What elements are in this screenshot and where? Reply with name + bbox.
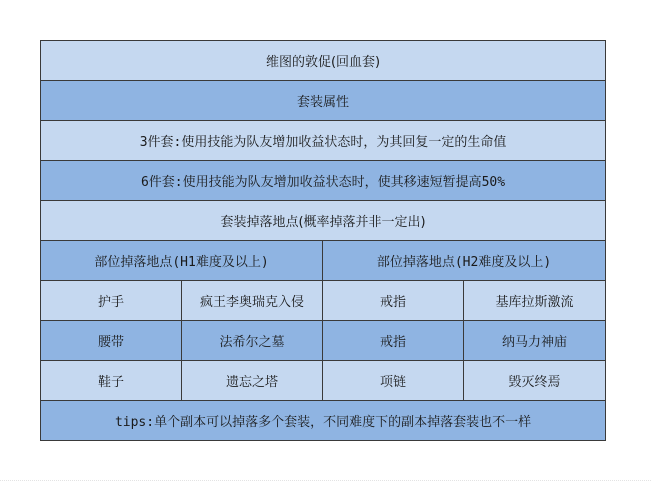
drop-header-row [41, 201, 606, 241]
h1-part-cell: 护手 [41, 281, 182, 321]
h2-part-cell: 戒指 [323, 321, 464, 361]
set-bonus-6: 6件套:使用技能为队友增加收益状态时，使其移速短暂提高50% [41, 161, 606, 201]
set-attr-header: 套装属性 [41, 81, 606, 121]
table-row [41, 321, 606, 361]
bonus-3-row [41, 121, 606, 161]
set-attr-header-row [41, 81, 606, 121]
tips-row [41, 401, 606, 441]
h2-part-cell: 戒指 [323, 281, 464, 321]
h2-location-cell: 毁灭终焉 [464, 361, 606, 401]
h2-location-cell: 纳马力神庙 [464, 321, 606, 361]
set-info-sheet [40, 40, 605, 441]
h1-location-cell: 疯王李奥瑞克入侵 [182, 281, 323, 321]
tips-note: tips:单个副本可以掉落多个套装，不同难度下的副本掉落套装也不一样 [41, 401, 606, 441]
drop-h1-header: 部位掉落地点(H1难度及以上) [41, 241, 323, 281]
h1-location-cell: 遗忘之塔 [182, 361, 323, 401]
h2-location-cell: 基库拉斯激流 [464, 281, 606, 321]
table-row [41, 281, 606, 321]
table-row [41, 361, 606, 401]
page-divider [0, 480, 651, 481]
drop-difficulty-row [41, 241, 606, 281]
set-info-table [40, 40, 606, 441]
set-title: 维图的敦促(回血套) [41, 41, 606, 81]
bonus-6-row [41, 161, 606, 201]
h1-part-cell: 腰带 [41, 321, 182, 361]
drop-header: 套装掉落地点(概率掉落并非一定出) [41, 201, 606, 241]
h2-part-cell: 项链 [323, 361, 464, 401]
set-bonus-3: 3件套:使用技能为队友增加收益状态时，为其回复一定的生命值 [41, 121, 606, 161]
drop-h2-header: 部位掉落地点(H2难度及以上) [323, 241, 606, 281]
h1-part-cell: 鞋子 [41, 361, 182, 401]
h1-location-cell: 法希尔之墓 [182, 321, 323, 361]
title-row [41, 41, 606, 81]
